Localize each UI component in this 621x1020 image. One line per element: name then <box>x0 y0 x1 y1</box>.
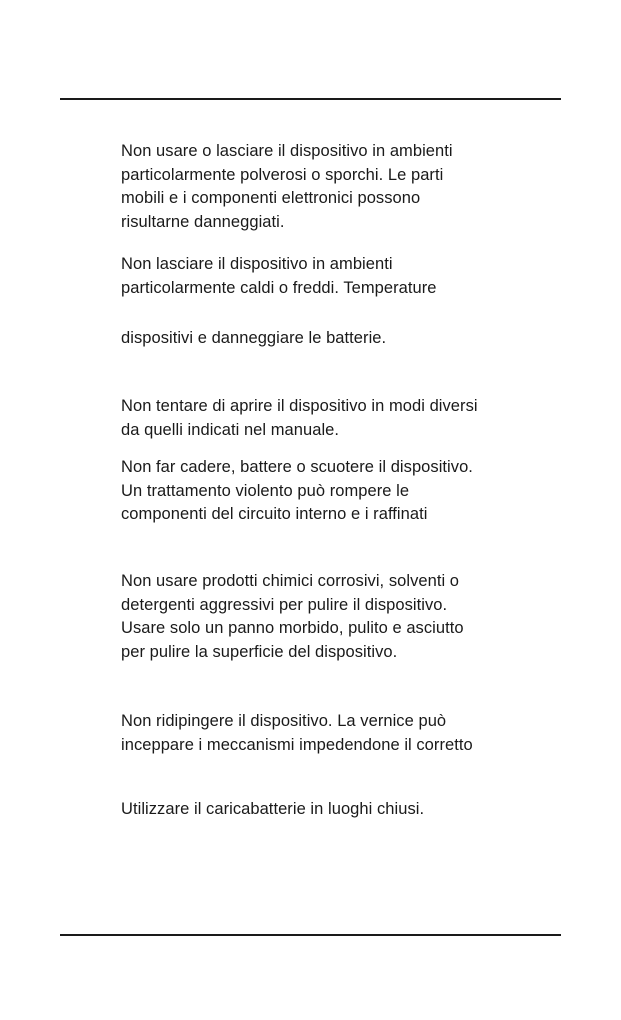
paragraph-shock <box>121 456 561 527</box>
text-line: detergenti aggressivi per pulire il dispositivo. <box>121 595 448 614</box>
paragraph-chemicals <box>121 570 561 664</box>
text-line: Non ridipingere il dispositivo. La vernice può <box>121 712 447 730</box>
text-line: Non lasciare il dispositivo in ambienti <box>121 255 393 273</box>
text-line: Un trattamento violento può rompere le <box>121 481 410 500</box>
text-line: particolarmente caldi o freddi. Temperature <box>121 278 437 297</box>
text-line: risultarne danneggiati. <box>121 212 285 231</box>
text-line: per pulire la superficie del dispositivo. <box>121 642 398 661</box>
text-line: Usare solo un panno morbido, pulito e asciutto <box>121 619 464 637</box>
paragraph-opening <box>121 395 561 442</box>
paragraph-temperature <box>121 253 561 300</box>
bottom-divider <box>60 934 561 936</box>
text-line: Utilizzare il caricabatterie in luoghi chiusi. <box>121 800 425 818</box>
text-line: da quelli indicati nel manuale. <box>121 420 340 439</box>
text-line: dispositivi e danneggiare le batterie. <box>121 329 387 347</box>
text-line: inceppare i meccanismi impedendone il corretto <box>121 735 473 754</box>
text-line: Non far cadere, battere o scuotere il dispositivo. <box>121 458 473 476</box>
text-line: particolarmente polverosi o sporchi. Le parti <box>121 165 444 184</box>
text-line: Non usare prodotti chimici corrosivi, solventi o <box>121 572 460 590</box>
text-line: componenti del circuito interno e i raffinati <box>121 505 428 523</box>
top-divider <box>60 98 561 100</box>
paragraph-charger <box>121 798 561 822</box>
text-line: Non tentare di aprire il dispositivo in modi diversi <box>121 397 478 415</box>
text-line: mobili e i componenti elettronici possono <box>121 189 421 207</box>
paragraph-painting <box>121 710 561 757</box>
paragraph-temperature-end <box>121 327 561 351</box>
text-line: Non usare o lasciare il dispositivo in ambienti <box>121 142 453 160</box>
paragraph-dust <box>121 140 561 234</box>
